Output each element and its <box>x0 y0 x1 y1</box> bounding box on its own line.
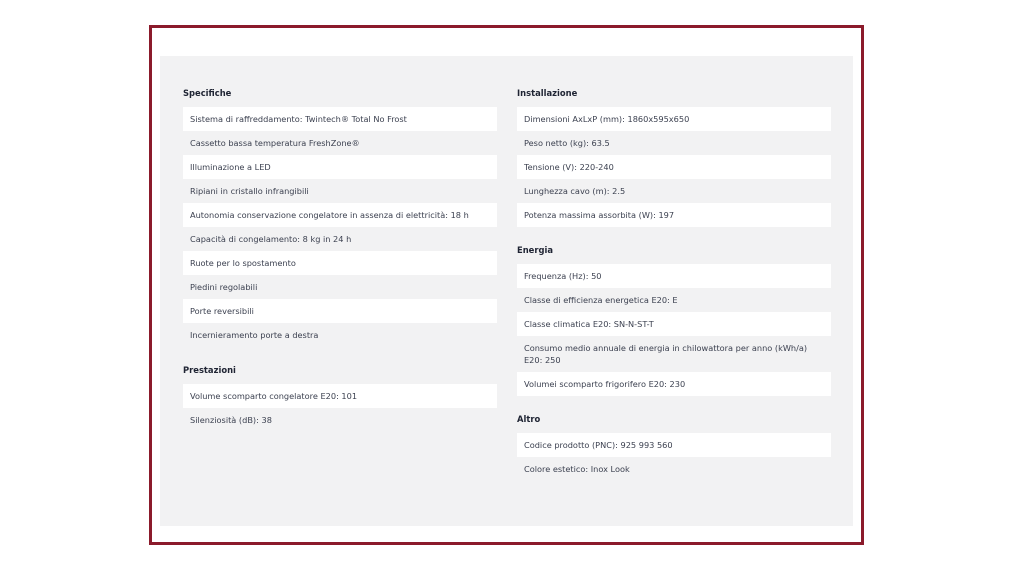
spec-row: Capacità di congelamento: 8 kg in 24 h <box>190 234 352 244</box>
spec-row: Dimensioni AxLxP (mm): 1860x595x650 <box>517 107 831 131</box>
spec-row: Silenziosità (dB): 38 <box>190 415 272 425</box>
section-title-specifiche: Specifiche <box>183 88 232 98</box>
specs-right-column <box>517 86 831 481</box>
spec-row: Porte reversibili <box>183 299 497 323</box>
spec-row: Volumei scomparto frigorifero E20: 230 <box>517 372 831 396</box>
section-prestazioni <box>183 384 497 432</box>
section-title-altro: Altro <box>517 414 541 424</box>
spec-row: Piedini regolabili <box>190 282 258 292</box>
spec-row: Ripiani in cristallo infrangibili <box>190 186 309 196</box>
specs-frame <box>149 25 864 545</box>
section-title-prestazioni: Prestazioni <box>183 365 236 375</box>
spec-row: Sistema di raffreddamento: Twintech® Total No Frost <box>183 107 497 131</box>
spec-row: Ruote per lo spostamento <box>183 251 497 275</box>
section-title-energia: Energia <box>517 245 554 255</box>
spec-row: Consumo medio annuale di energia in chilowattora per anno (kWh/a) E20: 250 <box>524 343 808 365</box>
spec-row: Autonomia conservazione congelatore in assenza di elettricità: 18 h <box>183 203 497 227</box>
section-installazione <box>517 107 831 227</box>
spec-row: Potenza massima assorbita (W): 197 <box>517 203 831 227</box>
specs-panel <box>160 56 853 526</box>
spec-row: Illuminazione a LED <box>183 155 497 179</box>
section-title-installazione: Installazione <box>517 88 578 98</box>
spec-row: Classe climatica E20: SN-N-ST-T <box>517 312 831 336</box>
section-energia <box>517 264 831 396</box>
section-altro <box>517 433 831 481</box>
spec-row: Peso netto (kg): 63.5 <box>524 138 610 148</box>
spec-row: Codice prodotto (PNC): 925 993 560 <box>517 433 831 457</box>
spec-row: Volume scomparto congelatore E20: 101 <box>183 384 497 408</box>
spec-row: Cassetto bassa temperatura FreshZone® <box>190 138 360 148</box>
spec-row: Classe di efficienza energetica E20: E <box>524 295 678 305</box>
section-specifiche <box>183 107 497 347</box>
spec-row: Tensione (V): 220-240 <box>517 155 831 179</box>
spec-row: Frequenza (Hz): 50 <box>517 264 831 288</box>
spec-row: Colore estetico: Inox Look <box>524 464 630 474</box>
spec-row: Lunghezza cavo (m): 2.5 <box>524 186 626 196</box>
specs-left-column <box>183 86 497 432</box>
spec-row: Incernieramento porte a destra <box>190 330 319 340</box>
